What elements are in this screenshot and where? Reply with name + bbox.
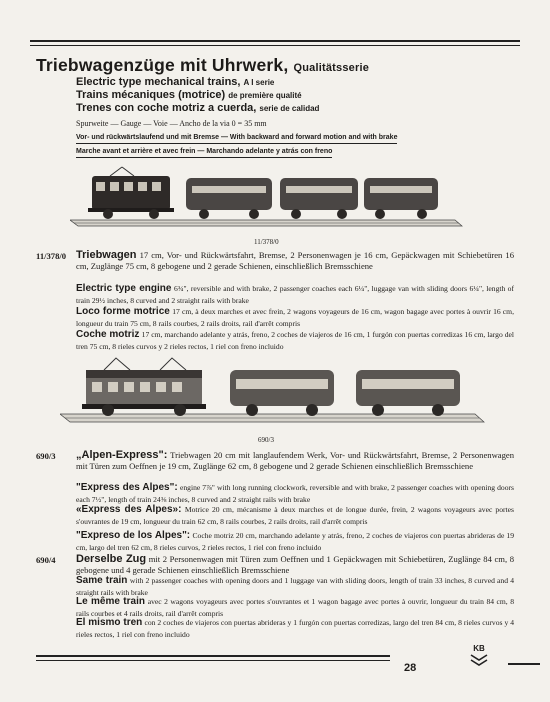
item-690-3-de: „Alpen-Express": Triebwagen 20 cm mit langlaufendem Werk, Vor- und Rückwärtsfahrt, Bremse, 2 Personenwagen mit Türen zum Oeffnen je 19 cm, Zuglänge 62 cm, 8 gebogene und 2 gerade Schienen einschließlich Bremsschiene xyxy=(76,449,514,471)
train-figure-2 xyxy=(60,352,490,432)
coach-1b xyxy=(280,178,358,219)
item-code-690-3: 690/3 xyxy=(36,451,56,461)
item-11-378-0-en: Electric type engine 6¾", reversible and with brake, 2 passenger coaches each 6¼", luggage van with sliding doors 6¼", length of train 29½ inches, 8 curved and 2 straight rails with brake xyxy=(76,283,514,305)
subtitle-en: Electric type mechanical trains, A I serie xyxy=(76,76,275,88)
item-code-690-4: 690/4 xyxy=(36,555,56,565)
kb-logo-mark xyxy=(470,653,488,667)
motion-line-2: Marche avant et arrière et avec frein — Marchando adelante y atrás con freno xyxy=(76,148,332,155)
item-690-4-de: Derselbe Zug mit 2 Personenwagen mit Türen zum Oeffnen und 1 Gepäckwagen mit Schiebetüren, Zuglänge 84 cm, 8 gebogene und 4 gerade Schienen einschließlich Bremsschiene xyxy=(76,553,514,575)
figure-1-caption: 11/378/0 xyxy=(254,238,279,246)
locomotive-1 xyxy=(88,167,174,219)
train-figure-1 xyxy=(70,164,465,234)
title-suffix: Qualitätsserie xyxy=(293,62,370,74)
coach-2a xyxy=(230,370,334,416)
item-690-4-fr: Le même train avec 2 wagons voyageurs avec portes s'ouvrantes et 1 wagon bagage avec portes à ouvrir, longueur du train 84 cm, 8 rails courbes et 4 rails droits, rail d'arrêt compris xyxy=(76,596,514,618)
coach-2b xyxy=(356,370,460,416)
subtitle-es: Trenes con coche motriz a cuerda, serie de calidad xyxy=(76,102,320,114)
track-2 xyxy=(60,414,484,422)
coach-1a xyxy=(186,178,272,219)
motion-line-1: Vor- und rückwärtslaufend und mit Bremse — With backward and forward motion and with brake xyxy=(76,134,397,141)
item-690-3-en: "Express des Alpes": engine 7⅞" with long running clockwork, reversible and with brake, 2 passenger coaches with opening doors each 7½", length of train 24⅜ inches, 8 curved and 2 straight rails with brake xyxy=(76,482,515,504)
luggage-van-1 xyxy=(364,178,438,219)
kb-logo xyxy=(470,644,488,672)
figure-2-caption: 690/3 xyxy=(258,436,274,444)
page-title xyxy=(36,55,369,76)
item-11-378-0-de: Triebwagen 17 cm, Vor- und Rückwärtsfahrt, Bremse, 2 Personenwagen je 16 cm, Gepäckwagen mit Schiebetüren 16 cm, Zuglänge 75 cm, 8 gebogene und 2 gerade Schienen, einschließlich Bremsschiene xyxy=(76,249,514,271)
subtitle-fr: Trains mécaniques (motrice) de première qualité xyxy=(76,89,302,101)
item-690-4-en: Same train with 2 passenger coaches with opening doors and 1 luggage van with sliding doors, length of train 33 inches, 8 curved and 4 straight rails with brake xyxy=(76,575,514,597)
footer-right-rule xyxy=(508,663,540,665)
item-690-3-es: "Expreso de los Alpes": Coche motriz 20 cm, marchando adelante y atrás, freno, 2 coches de viajeros con puertas abrideras de 19 cm, largo del tren 62 cm, 8 rieles curvos, 2 rieles rectos, 1 riel con freno incluido xyxy=(76,530,514,552)
item-11-378-0-fr: Loco forme motrice 17 cm, à deux marches et avec frein, 2 wagons voyageurs de 16 cm, wagon bagage avec portes à ouvrir 16 cm, longueur du train 75 cm, 8 rails courbes, 2 rails droits, rail d'arrêt compris xyxy=(76,306,514,328)
footer-rule xyxy=(36,655,390,657)
footer-rule-thin xyxy=(36,660,390,661)
title-main: Triebwagenzüge mit Uhrwerk, xyxy=(36,55,289,75)
item-11-378-0-es: Coche motriz 17 cm, marchando adelante y atrás, freno, 2 coches de viajeros de 16 cm, 1 furgón con puertas corredizas 16 cm, largo del tren 75 cm, 8 rieles curvos y 2 rieles rectos, 1 riel con freno incluido xyxy=(76,329,514,351)
page-number: 28 xyxy=(404,662,417,674)
track-1 xyxy=(70,220,462,226)
top-rule-thin xyxy=(30,45,520,46)
top-rule xyxy=(30,40,520,42)
item-690-3-fr: «Express des Alpes»: Motrice 20 cm, mécanisme à deux marches et de longue durée, frein, 2 wagons voyageurs avec portes s'ouvrantes de 19 cm, longueur du train 62 cm, 8 rails courbes, 2 rails droits, rail d'arrêt compris xyxy=(76,504,514,526)
kb-logo-text: KB xyxy=(473,644,485,653)
item-690-4-es: El mismo tren con 2 coches de viajeros con puertas abrideras y 1 furgón con puertas corredizas, largo del tren 84 cm, 8 rieles curvos y 4 rieles rectos, 1 riel con freno incluido xyxy=(76,617,514,639)
item-code-11-378-0: 11/378/0 xyxy=(36,251,67,261)
gauge-line: Spurweite — Gauge — Voie — Ancho de la via 0 = 35 mm xyxy=(76,119,267,128)
motor-coach-2 xyxy=(82,358,206,416)
